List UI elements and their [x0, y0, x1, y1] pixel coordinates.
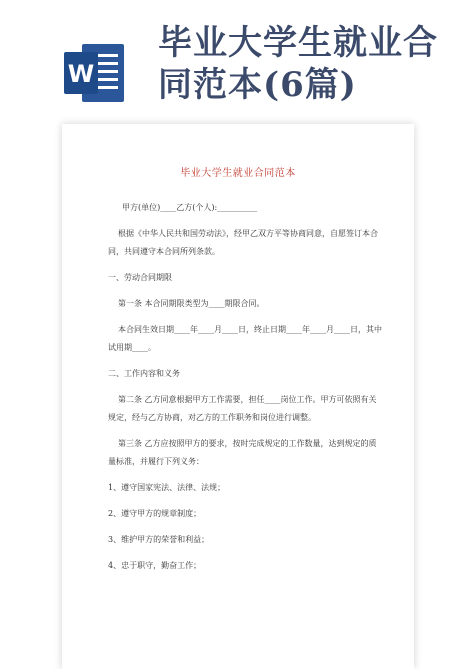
section-heading: 一、劳动合同期限 — [108, 273, 172, 282]
section-heading: 二、工作内容和义务 — [108, 369, 180, 378]
word-document-icon — [62, 40, 128, 106]
list-item: 2、遵守甲方的规章制度； — [108, 509, 202, 518]
hero-title-line-1: 毕业大学生就业合 — [158, 23, 438, 63]
hero-title-line-2: 同范本(6篇) — [158, 65, 357, 105]
paragraph-line: 规定，经与乙方协商，对乙方的工作职务和岗位进行调整。 — [108, 413, 316, 422]
word-letter: W — [67, 60, 95, 88]
paragraph-line: 同，共同遵守本合同所列条款。 — [108, 247, 220, 256]
paragraph-line: 量标准，并履行下列义务： — [108, 457, 204, 466]
watermark — [100, 213, 113, 228]
hero-title — [158, 22, 458, 106]
document-title: 毕业大学生就业合同范本 — [180, 168, 296, 179]
paragraph-line: 第二条 乙方同意根据甲方工作需要，担任____岗位工作。甲方可依照有关 — [118, 395, 377, 404]
header-banner — [0, 0, 474, 120]
document-page — [62, 124, 414, 669]
paragraph-line: 试用期____。 — [108, 343, 156, 352]
paragraph-line: 根据《中华人民共和国劳动法》，经甲乙双方平等协商同意，自愿签订本合 — [118, 229, 378, 238]
paragraph-line: 第一条 本合同期限类型为____期限合同。 — [118, 299, 265, 308]
list-item: 1、遵守国家宪法、法律、法规； — [108, 483, 226, 492]
paragraph-line: 第三条 乙方应按照甲方的要求，按时完成规定的工作数量，达到规定的质 — [118, 439, 377, 448]
list-item: 3、维护甲方的荣誉和利益； — [108, 535, 210, 544]
paragraph-line: 本合同生效日期____年____月____日，终止日期____年____月____日，其中 — [118, 325, 382, 334]
list-item: 4、忠于职守，勤奋工作； — [108, 561, 202, 570]
party-line: 甲方(单位)____乙方(个人):__________ — [122, 203, 258, 212]
